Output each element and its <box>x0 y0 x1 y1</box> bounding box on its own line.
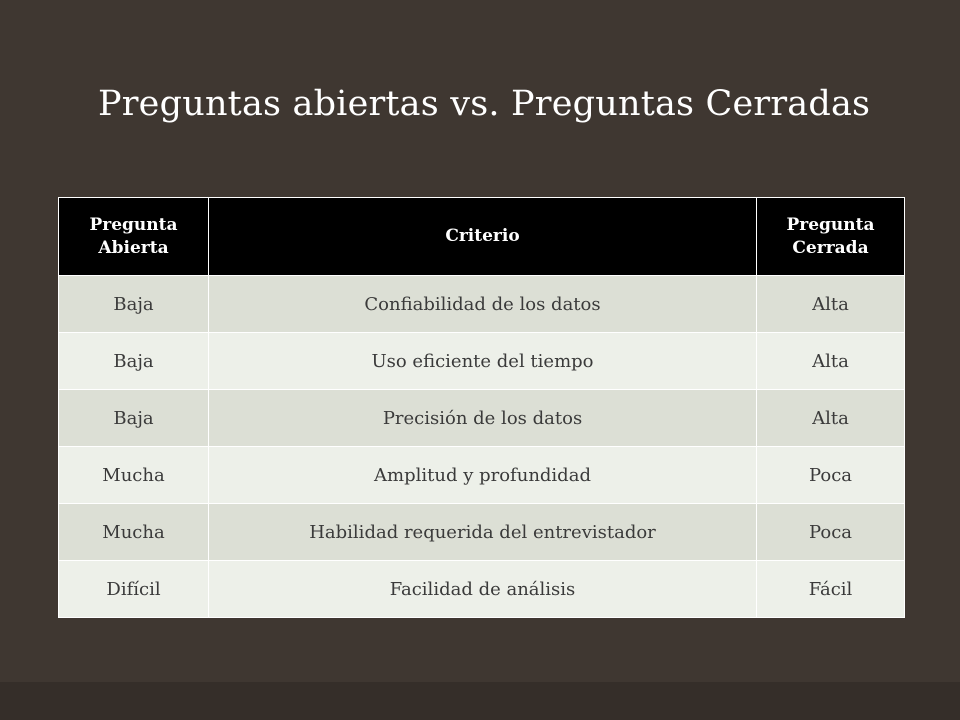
cell-abierta: Difícil <box>59 561 209 618</box>
comparison-table <box>58 197 905 618</box>
cell-criterio: Amplitud y profundidad <box>209 447 757 504</box>
header-label-line: Criterio <box>445 226 520 246</box>
cell-criterio: Habilidad requerida del entrevistador <box>209 504 757 561</box>
cell-abierta: Baja <box>59 390 209 447</box>
header-label-line: Pregunta <box>786 214 875 235</box>
table-row <box>59 390 905 447</box>
table-header-row <box>59 198 905 276</box>
cell-abierta: Baja <box>59 333 209 390</box>
slide-footer-band <box>0 682 960 720</box>
table-row <box>59 561 905 618</box>
cell-abierta: Baja <box>59 276 209 333</box>
header-label-line: Pregunta <box>89 214 178 235</box>
cell-abierta: Mucha <box>59 504 209 561</box>
cell-cerrada: Alta <box>757 276 905 333</box>
table-row <box>59 333 905 390</box>
cell-abierta: Mucha <box>59 447 209 504</box>
header-pregunta-abierta <box>59 198 209 276</box>
cell-criterio: Precisión de los datos <box>209 390 757 447</box>
cell-cerrada: Poca <box>757 447 905 504</box>
table-row <box>59 276 905 333</box>
header-pregunta-cerrada <box>757 198 905 276</box>
cell-cerrada: Alta <box>757 333 905 390</box>
cell-criterio: Confiabilidad de los datos <box>209 276 757 333</box>
header-label-line: Cerrada <box>792 237 869 258</box>
header-criterio <box>209 198 757 276</box>
header-label-line: Abierta <box>98 237 169 258</box>
table-row <box>59 447 905 504</box>
table-row <box>59 504 905 561</box>
cell-cerrada: Alta <box>757 390 905 447</box>
slide-title: Preguntas abiertas vs. Preguntas Cerradas <box>98 84 871 124</box>
cell-cerrada: Fácil <box>757 561 905 618</box>
cell-criterio: Facilidad de análisis <box>209 561 757 618</box>
cell-criterio: Uso eficiente del tiempo <box>209 333 757 390</box>
cell-cerrada: Poca <box>757 504 905 561</box>
